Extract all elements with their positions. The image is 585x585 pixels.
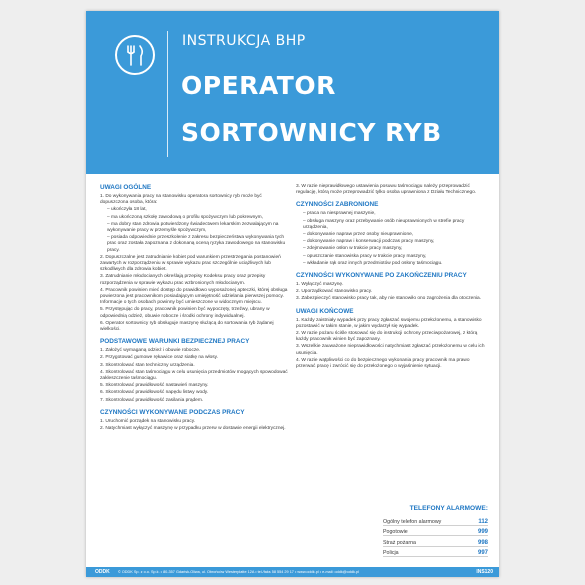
- instruction-item: – dokonywanie napraw przez osoby nieuprawnione,: [303, 232, 414, 238]
- instruction-item: – zdejmowanie osłon w trakcie pracy maszyny,: [303, 246, 403, 252]
- instruction-item: 7. Skontrolować prawidłowość zasilania prądem.: [100, 397, 204, 403]
- instruction-item: 1. Wyłączyć maszynę.: [296, 282, 344, 288]
- instruction-sheet: [86, 11, 499, 577]
- instruction-item: 1. Uruchomić porządek na stanowisku pracy.: [100, 418, 196, 424]
- publisher-address: © ODDK Sp. z o.o. Sp.k. • 80-357 Gdańsk-Oliwa, ul. Obrońców Westerplatte 12A • tel./faks 58 554 29 17 • www.oddk.pl • e-mail: oddk@oddk.pl: [118, 570, 359, 574]
- instruction-item: 4. Pracownik powinien mieć dostęp do prawidłowo wyposażonej apteczki, której obsługa powierzona jest pracownikom posiadającym umiejętność udzielania pierwszej pomocy. Informacje o tych osobach powinny być umieszczone w widocznym miejscu.: [100, 287, 288, 306]
- instruction-item: 3. Skontrolować stan techniczny urządzenia.: [100, 362, 195, 368]
- instruction-item: 2. Dopuszczalne jest zatrudnianie kobiet pod warunkiem przestrzegania postanowień zawartych w rozporządzeniu w sprawie wykazu prac szczególnie uciążliwych lub szkodliwych dla zdrowia kobiet.: [100, 254, 281, 273]
- phone-row: [383, 536, 488, 547]
- instruction-item: – opuszczanie stanowiska pracy w trakcie pracy maszyny,: [303, 253, 427, 259]
- publisher-logo: ODDK: [95, 569, 110, 575]
- phone-number: 999: [477, 529, 488, 536]
- document-title-line-1: OPERATOR: [181, 71, 336, 100]
- section-heading: UWAGI KOŃCOWE: [296, 307, 354, 315]
- instruction-item: 1. Do wykonywania pracy na stanowisku operatora sortownicy ryb może być dopuszczona osoba, która:: [100, 194, 262, 206]
- emergency-phones: [383, 505, 488, 557]
- instruction-item: 1. Założyć wymaganą odzież i obuwie robocze.: [100, 348, 201, 354]
- section-heading: CZYNNOŚCI WYKONYWANE PODCZAS PRACY: [100, 408, 245, 416]
- phone-label: Ogólny telefon alarmowy: [383, 518, 442, 525]
- section-heading: PODSTAWOWE WARUNKI BEZPIECZNEJ PRACY: [100, 338, 250, 346]
- instruction-item: – ma dobry stan zdrowia potwierdzony świadectwem lekarskim zezwalającym na wykonywanie pracy w przemyśle spożywczym,: [107, 221, 279, 234]
- section-heading: CZYNNOŚCI WYKONYWANE PO ZAKOŃCZENIU PRACY: [296, 272, 467, 280]
- instruction-item: 6. Skontrolować prawidłowość napędu listwy wody.: [100, 390, 209, 396]
- document-title-line-2: SORTOWNICY RYB: [181, 118, 442, 147]
- instruction-item: 4. W razie wątpliwości co do bezpiecznego wykonania pracy pracownik ma prawo przerwać pracę i zwrócić się do przełożonego o wyjaśnienie sytuacji.: [296, 357, 470, 370]
- instruction-item: 5. Przystępując do pracy, pracownik powinien być wypoczęty, trzeźwy, ubrany w odpowiednią odzież, obuwie robocze i środki ochrony indywidualnej.: [100, 307, 270, 319]
- instruction-item: – dokonywanie napraw i konserwacji podczas pracy maszyny,: [303, 239, 435, 245]
- phone-label: Straż pożarna: [383, 539, 416, 546]
- document-kicker: INSTRUKCJA BHP: [182, 33, 306, 49]
- instruction-item: 5. Skontrolować prawidłowość nastawień maszyny.: [100, 383, 209, 389]
- instruction-item: – wkładanie rąk oraz innych przedmiotów pod osłony taśmociągu.: [303, 260, 443, 266]
- phone-row: [383, 515, 488, 526]
- phone-label: Policja: [383, 550, 399, 557]
- emergency-phones-list: [383, 515, 488, 557]
- instruction-item: – ma ukończoną szkołę zawodową o profilu spożywczym lub pokrewnym,: [107, 214, 263, 220]
- instruction-item: 3. Zabezpieczyć stanowisko pracy tak, aby nie stanowiło ono zagrożenia dla otoczenia.: [296, 296, 482, 302]
- instruction-item: 2. W razie pożaru ściśle stosować się do instrukcji ochrony przeciwpożarowej, z którą każdy pracownik winien być zapoznany.: [296, 331, 478, 343]
- emergency-phones-title: TELEFONY ALARMOWE:: [409, 505, 488, 512]
- instruction-item: 1. Każdy zaistniały wypadek przy pracy zgłaszać swojemu przełożonemu, a stanowisko pozostawić w takim stanie, w jakim wydarzył się wypadek.: [296, 317, 482, 329]
- instruction-item: 6. Operator sortownicy ryb obsługuje maszynę służącą do sortowania ryb żądanej wielkości.: [100, 320, 274, 333]
- instruction-item: 4. Skontrolować stan taśmociągu w celu usunięcia przedmiotów mogących spowodować zakleszczenie taśmociągu.: [100, 369, 288, 382]
- phone-label: Pogotowie: [383, 529, 408, 536]
- phone-number: 997: [477, 550, 488, 557]
- footer-bar: [86, 567, 499, 577]
- document-code: INS120: [476, 569, 493, 575]
- instruction-item: 3. Wszelkie zauważone nieprawidłowości natychmiast zgłaszać przełożonemu w celu ich usunięcia.: [296, 344, 485, 356]
- section-heading: CZYNNOŚCI ZABRONIONE: [296, 201, 379, 209]
- phone-number: 998: [477, 539, 488, 546]
- instruction-item: 3. Zatrudnianie młodocianych określają przepisy Kodeksu pracy oraz przepisy rozporządzenia w sprawie wykazu prac wzbronionych młodocianym.: [100, 274, 266, 286]
- instruction-item: 2. Przygotować gumowe rękawice oraz siatkę na włosy.: [100, 355, 219, 361]
- section-heading: UWAGI OGÓLNE: [100, 184, 152, 191]
- right-column: [296, 184, 488, 371]
- instruction-item: – posiada odpowiednie przeszkolenie z zakresu bezpieczeństwa wykonywania tych prac oraz została zapoznana z dokonaną oceną ryzyka zawodowego na stanowisku pracy.: [107, 235, 286, 253]
- phone-row: [383, 526, 488, 537]
- instruction-item: 2. Natychmiast wyłączyć maszynę w przypadku przerw w dostawie energii elektrycznej.: [100, 426, 286, 432]
- instruction-item: – praca na niesprawnej maszynie,: [303, 211, 376, 217]
- header-banner: [86, 11, 499, 174]
- instruction-item: – ukończyła 18 lat,: [107, 207, 147, 213]
- instruction-item: 2. Uporządkować stanowisko pracy.: [296, 289, 373, 295]
- instruction-item: 3. W razie nieprawidłowego ustawienia posuwu taśmociągu należy przeprowadzić regulację, którą może przeprowadzić tylko osoba uprawniona z Działu Technicznego.: [296, 184, 477, 196]
- left-column: [100, 184, 290, 433]
- phone-number: 112: [478, 518, 488, 525]
- instruction-item: – obsługa maszyny oraz przebywanie osób nieuprawnionych w strefie pracy urządzenia,: [303, 218, 465, 230]
- phone-row: [383, 547, 488, 558]
- fork-knife-icon: [115, 35, 155, 75]
- header-divider: [167, 31, 168, 157]
